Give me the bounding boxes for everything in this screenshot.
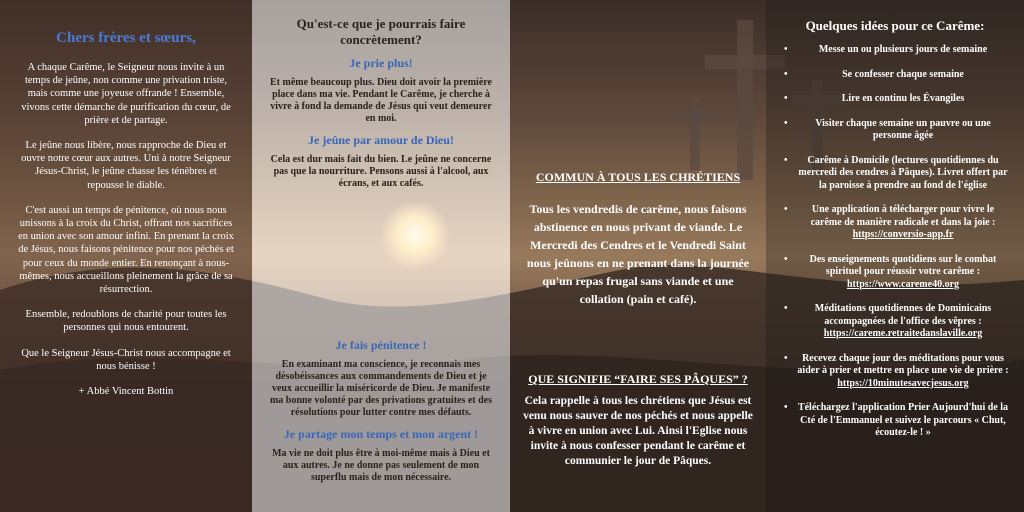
section-fast-text: Cela est dur mais fait du bien. Le jeûne ne concerne pas que la nourriture. Pensons aussi à l'alcool, aux écrans, et aux cafés. bbox=[270, 154, 492, 189]
letter-paragraph-1: A chaque Carême, le Seigneur nous invite à un temps de jeûne, non comme une privation triste, mais comme une joyeuse offrande ! Ensemble, vivons cette démarche de purification du cœur, de prière et de partage. bbox=[21, 62, 231, 126]
idea-item: • Messe un ou plusieurs jours de semaine bbox=[784, 44, 1010, 57]
section-penance-title: Je fais pénitence ! bbox=[335, 338, 427, 352]
idea-item: • Méditations quotidiennes de Dominicains accompagnées de l'office des vêpres : https://careme.retraitedanslaville.org bbox=[784, 303, 1010, 341]
idea-item: • Des enseignements quotidiens sur le combat spirituel pour réussir votre carême : https://www.careme40.org bbox=[784, 254, 1010, 292]
10minutes-link[interactable]: https://10minutesavecjesus.org bbox=[837, 377, 969, 389]
letter-paragraph-3: C'est aussi un temps de pénitence, où nous nous unissons à la croix du Christ, offrant nos sacrifices en union avec son amour infini. En prenant la croix de Jésus, nous faisons pénitence pour nos péchés et pour ceux du monde entier. En renonçant à nous-mêmes, nous accueillons pleinement la grâce de sa résurrection. bbox=[18, 204, 234, 296]
section-pray-text: Et même beaucoup plus. Dieu doit avoir la première place dans ma vie. Pendant le Carême, je cherche à vivre à fond la demande de Jésus qui veut demeurer en moi. bbox=[270, 77, 492, 124]
letter-paragraph-4: Ensemble, redoublons de charité pour toutes les personnes qui nous entourent. bbox=[25, 309, 227, 334]
common-text: Tous les vendredis de carême, nous faisons abstinence en nous privant de viande. Le Mercredi des Cendres et le Vendredi Saint nous jeûnons en ne prenant dans la journée qu'un repas frugal sans viande et une collation (pain et café). bbox=[526, 202, 750, 306]
letter-paragraph-2: Le jeûne nous libère, nous rapproche de Dieu et ouvre notre cœur aux autres. Uni à notre Seigneur Jésus-Christ, le jeûne chasse les ténèbres et repousse le diable. bbox=[21, 140, 231, 191]
conversio-link[interactable]: https://conversio-app.fr bbox=[852, 229, 954, 240]
panel-ideas bbox=[766, 0, 1024, 512]
common-title: COMMUN À TOUS LES CHRÉTIENS bbox=[535, 170, 741, 184]
ideas-title: Quelques idées pour ce Carême: bbox=[805, 18, 985, 33]
actions-heading: Qu'est-ce que je pourrais faire concrètement? bbox=[296, 16, 466, 47]
careme40-link[interactable]: https://www.careme40.org bbox=[846, 278, 960, 290]
idea-item: • Téléchargez l'application Prier Aujourd'hui de la Cté de l'Emmanuel et suivez le parcours « Chut, écoutez-le ! » bbox=[784, 402, 1010, 440]
easter-title: QUE SIGNIFIE “FAIRE SES PÂQUES” ? bbox=[528, 372, 748, 386]
idea-item: • Carême à Domicile (lectures quotidiennes du mercredi des cendres à Pâques). Livret offert par la paroisse à prendre au fond de l'église bbox=[784, 155, 1010, 193]
idea-item: • Se confesser chaque semaine bbox=[784, 69, 1010, 82]
panel-common bbox=[510, 0, 766, 512]
easter-text: Cela rappelle à tous les chrétiens que Jésus est venu nous sauver de nos péchés et nous appelle à vivre en union avec Lui. Ainsi l'Eglise nous invite à nous confesser pendant le carême et communier le jour de Pâques. bbox=[523, 395, 753, 467]
panel-letter bbox=[0, 0, 252, 512]
spacer-sunset bbox=[266, 190, 496, 330]
letter-signature: + Abbé Vincent Bottin bbox=[78, 386, 174, 398]
idea-item: • Une application à télécharger pour vivre le carême de manière radicale et dans la joie : https://conversio-app.fr bbox=[784, 204, 1010, 242]
idea-item: • Visiter chaque semaine un pauvre ou une personne âgée bbox=[784, 118, 1010, 143]
section-share-title: Je partage mon temps et mon argent ! bbox=[283, 427, 479, 441]
section-share-text: Ma vie ne doit plus être à moi-même mais à Dieu et aux autres. Je ne donne pas seulement de mon superflu mais de mon nécessaire. bbox=[272, 448, 490, 483]
section-fast-title: Je jeûne par amour de Dieu! bbox=[308, 133, 454, 147]
section-penance-text: En examinant ma conscience, je reconnais mes désobéissances aux commandements de Dieu et je veux accueillir la miséricorde de Dieu. Je manifeste ma bonne volonté par des privations gratuites et des résolutions pour lutter contre mes défauts. bbox=[269, 359, 493, 418]
idea-item: • Recevez chaque jour des méditations pour vous aider à prier et mettre en place une vie de prière : https://10minutesavecjesus.org bbox=[784, 353, 1010, 391]
panel-actions bbox=[252, 0, 510, 512]
section-pray-title: Je prie plus! bbox=[349, 56, 413, 70]
greeting-title: Chers frères et sœurs, bbox=[56, 30, 196, 46]
idea-item: • Lire en continu les Évangiles bbox=[784, 93, 1010, 106]
letter-paragraph-5: Que le Seigneur Jésus-Christ nous accompagne et nous bénisse ! bbox=[21, 347, 231, 372]
ideas-list bbox=[780, 44, 1010, 440]
retraite-link[interactable]: https://careme.retraitedanslaville.org bbox=[823, 328, 983, 339]
